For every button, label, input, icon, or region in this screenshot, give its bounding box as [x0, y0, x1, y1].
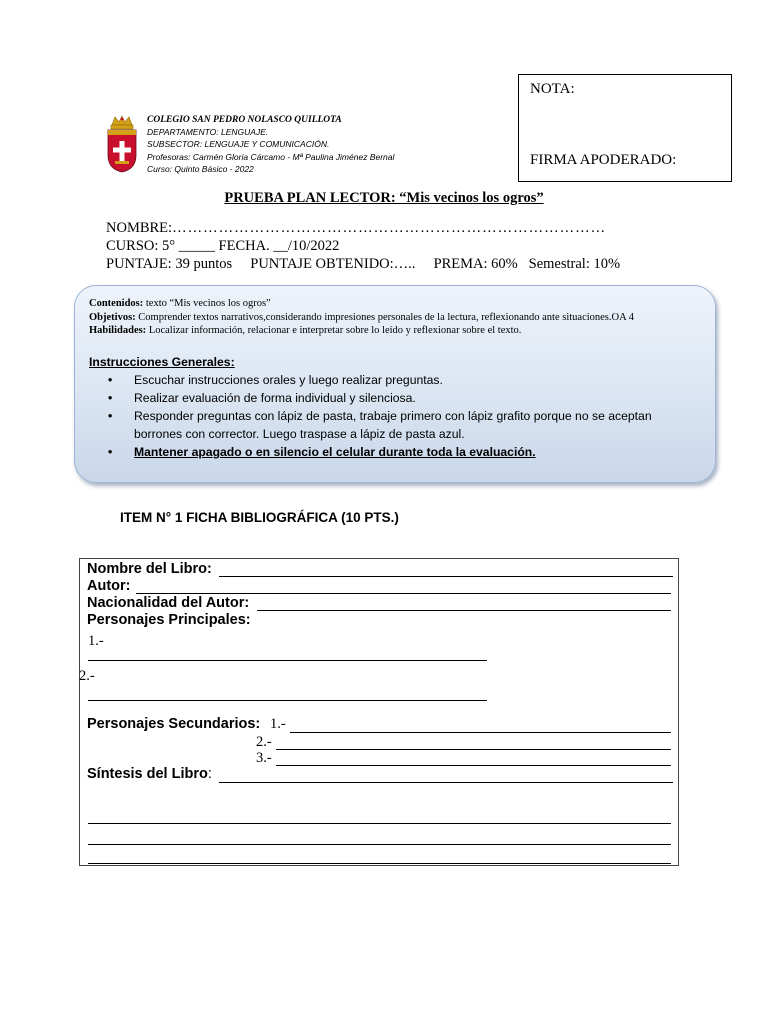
secundario-1-number: 1.-	[270, 716, 286, 732]
principal-2-field[interactable]	[88, 700, 487, 701]
contenidos-label: Contenidos:	[89, 298, 144, 309]
nacionalidad-label: Nacionalidad del Autor:	[87, 595, 250, 611]
habilidades-text: Localizar información, relacionar e interpretar sobre lo leído y reflexionar sobre el texto.	[146, 325, 522, 336]
school-subsector: SUBSECTOR: LENGUAJE Y COMUNICACIÓN.	[147, 139, 330, 150]
secundario-3-field[interactable]	[276, 765, 671, 766]
principal-1-field[interactable]	[88, 660, 487, 661]
school-header	[147, 114, 394, 175]
habilidades-label: Habilidades:	[89, 325, 147, 336]
autor-label: Autor:	[87, 578, 131, 594]
school-course: Curso: Quinto Básico - 2022	[147, 163, 254, 174]
objectives-section	[89, 297, 634, 338]
puntaje-obtenido-label: PUNTAJE OBTENIDO:…..	[250, 256, 416, 272]
personajes-principales-label: Personajes Principales:	[87, 612, 251, 628]
school-department: DEPARTAMENTO: LENGUAJE.	[147, 127, 269, 138]
nota-label: NOTA:	[530, 81, 575, 97]
instruction-item: • Mantener apagado o en silencio el celular durante toda la evaluación.	[134, 443, 664, 461]
sintesis-label-text: Síntesis del Libro	[87, 766, 208, 782]
nombre-field[interactable]: …………………………………………………………………………	[172, 220, 607, 236]
school-crest-icon	[104, 115, 140, 173]
personajes-secundarios-label: Personajes Secundarios:	[87, 716, 261, 732]
instructions-header: Instrucciones Generales:	[89, 355, 235, 369]
grade-box	[518, 74, 732, 182]
page-title: PRUEBA PLAN LECTOR: “Mis vecinos los ogros”	[224, 190, 544, 206]
school-teachers: Profesoras: Carmén Gloria Cárcamo - Mª Paulina Jiménez Bernal	[147, 151, 395, 162]
objetivos-label: Objetivos:	[89, 311, 136, 323]
curso-fecha-line: CURSO: 5° _____ FECHA. __/10/2022	[106, 238, 340, 254]
nombre-label: NOMBRE:	[106, 220, 173, 236]
sintesis-field-3[interactable]	[88, 844, 671, 845]
sintesis-field-1[interactable]	[219, 782, 673, 783]
instructions-list	[89, 371, 664, 461]
puntaje-label: PUNTAJE: 39 puntos	[106, 256, 233, 272]
sintesis-field-2[interactable]	[88, 823, 671, 824]
instruction-item: • Escuchar instrucciones orales y luego realizar preguntas.	[134, 371, 664, 389]
sintesis-field-4[interactable]	[88, 863, 671, 864]
secundario-2-number: 2.-	[256, 734, 272, 750]
instructions-box	[74, 285, 716, 483]
instruction-item: • Responder preguntas con lápiz de pasta, trabaje primero con lápiz grafito porque no se aceptan borrones con corrector. Luego traspase a lápiz de pasta azul.	[134, 407, 664, 443]
semestral-label: Semestral: 10%	[528, 256, 621, 272]
autor-field[interactable]	[136, 593, 671, 594]
item1-title: ITEM N° 1 FICHA BIBLIOGRÁFICA (10 PTS.)	[120, 510, 399, 525]
secundario-3-number: 3.-	[256, 750, 272, 766]
student-info	[106, 219, 620, 273]
contenidos-text: texto “Mis vecinos los ogros”	[143, 298, 271, 309]
sintesis-label	[87, 766, 212, 782]
instruction-item: • Realizar evaluación de forma individual y silenciosa.	[134, 389, 664, 407]
nombre-libro-label: Nombre del Libro:	[87, 561, 212, 577]
objetivos-text: Comprender textos narrativos,considerando impresiones personales de la lectura, reflexionando ante situaciones.OA 4	[135, 311, 634, 323]
bibliographic-form	[79, 558, 679, 866]
school-name: COLEGIO SAN PEDRO NOLASCO QUILLOTA	[147, 115, 342, 125]
nombre-libro-field[interactable]	[219, 576, 673, 577]
principal-2-number: 2.-	[79, 668, 95, 684]
nacionalidad-field[interactable]	[257, 610, 671, 611]
secundario-1-field[interactable]	[290, 732, 671, 733]
firma-apoderado-label: FIRMA APODERADO:	[530, 152, 677, 168]
general-instructions	[89, 353, 664, 461]
prema-label: PREMA: 60%	[433, 256, 518, 272]
sintesis-colon: :	[207, 766, 212, 782]
secundario-2-field[interactable]	[276, 749, 671, 750]
principal-1-number: 1.-	[88, 633, 104, 649]
